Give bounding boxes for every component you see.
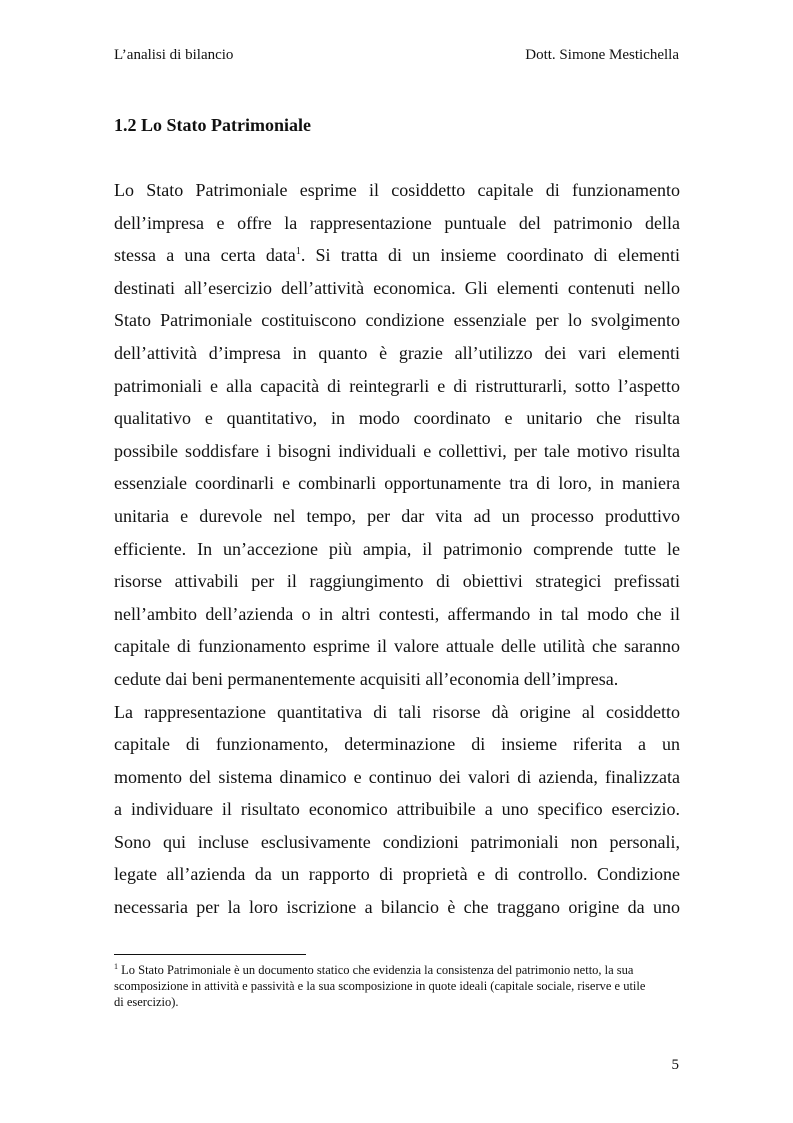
- body-line: dell’attività d’impresa in quanto è grazie all’utilizzo dei vari elementi: [114, 342, 680, 363]
- footnote-line: [114, 962, 680, 978]
- body-line: [114, 239, 680, 272]
- body-line: capitale di funzionamento esprime il valore attuale delle utilità che saranno: [114, 636, 680, 657]
- footnote-reference[interactable]: 1: [295, 246, 301, 258]
- footnote-text: Lo Stato Patrimoniale è un documento statico che evidenzia la consistenza del patrimonio netto, la sua: [118, 963, 634, 977]
- body-line: possibile soddisfare i bisogni individuali e collettivi, per tale motivo risulta: [114, 440, 680, 461]
- body-line: Lo Stato Patrimoniale esprime il cosiddetto capitale di funzionamento: [114, 180, 680, 200]
- running-header: [114, 47, 679, 67]
- body-line: necessaria per la loro iscrizione a bilancio è che traggano origine da uno: [114, 897, 680, 918]
- body-line: Stato Patrimoniale costituiscono condizione essenziale per lo svolgimento: [114, 310, 680, 331]
- body-line: dell’impresa e offre la rappresentazione puntuale del patrimonio della: [114, 212, 680, 233]
- body-line: Sono qui incluse esclusivamente condizioni patrimoniali non personali,: [114, 831, 680, 852]
- footnote-marker: 1: [114, 962, 118, 971]
- header-author: Dott. Simone Mestichella: [525, 47, 679, 63]
- footnote-line: di esercizio).: [114, 995, 179, 1009]
- body-paragraphs: [114, 174, 680, 924]
- body-line: risorse attivabili per il raggiungimento di obiettivi strategici prefissati: [114, 571, 680, 592]
- body-line: essenziale coordinarli e combinarli opportunamente tra di loro, in maniera: [114, 473, 680, 494]
- footnote-divider: [114, 954, 306, 955]
- body-line: La rappresentazione quantitativa di tali risorse dà origine al cosiddetto: [114, 701, 680, 722]
- body-line-segment: stessa a una certa data: [114, 245, 296, 266]
- body-line: cedute dai beni permanentemente acquisiti all’economia dell’impresa.: [114, 668, 619, 689]
- body-line: nell’ambito dell’azienda o in altri contesti, affermando in tal modo che il: [114, 603, 680, 624]
- body-line: capitale di funzionamento, determinazione di insieme riferita a un: [114, 734, 680, 755]
- body-line-segment: . Si tratta di un insieme coordinato di elementi: [300, 245, 681, 266]
- footnote-line: scomposizione in attività e passività e la sua scomposizione in quote ideali (capitale sociale, riserve e utile: [114, 979, 646, 993]
- page-number: 5: [671, 1057, 679, 1073]
- body-line: patrimoniali e alla capacità di reintegrarli e di ristrutturarli, sotto l’aspetto: [114, 375, 680, 396]
- body-line: momento del sistema dinamico e continuo dei valori di azienda, finalizzata: [114, 766, 680, 787]
- body-line: a individuare il risultato economico attribuibile a uno specifico esercizio.: [114, 799, 680, 820]
- body-line: efficiente. In un’accezione più ampia, il patrimonio comprende tutte le: [114, 538, 680, 559]
- header-title: L’analisi di bilancio: [114, 47, 234, 63]
- body-line: legate all’azienda da un rapporto di proprietà e di controllo. Condizione: [114, 864, 680, 885]
- section-title: 1.2 Lo Stato Patrimoniale: [114, 115, 311, 135]
- body-line: destinati all’esercizio dell’attività economica. Gli elementi contenuti nello: [114, 277, 680, 298]
- footnote: [114, 962, 680, 1010]
- body-line: unitaria e durevole nel tempo, per dar vita ad un processo produttivo: [114, 505, 680, 526]
- body-line: qualitativo e quantitativo, in modo coordinato e unitario che risulta: [114, 408, 680, 429]
